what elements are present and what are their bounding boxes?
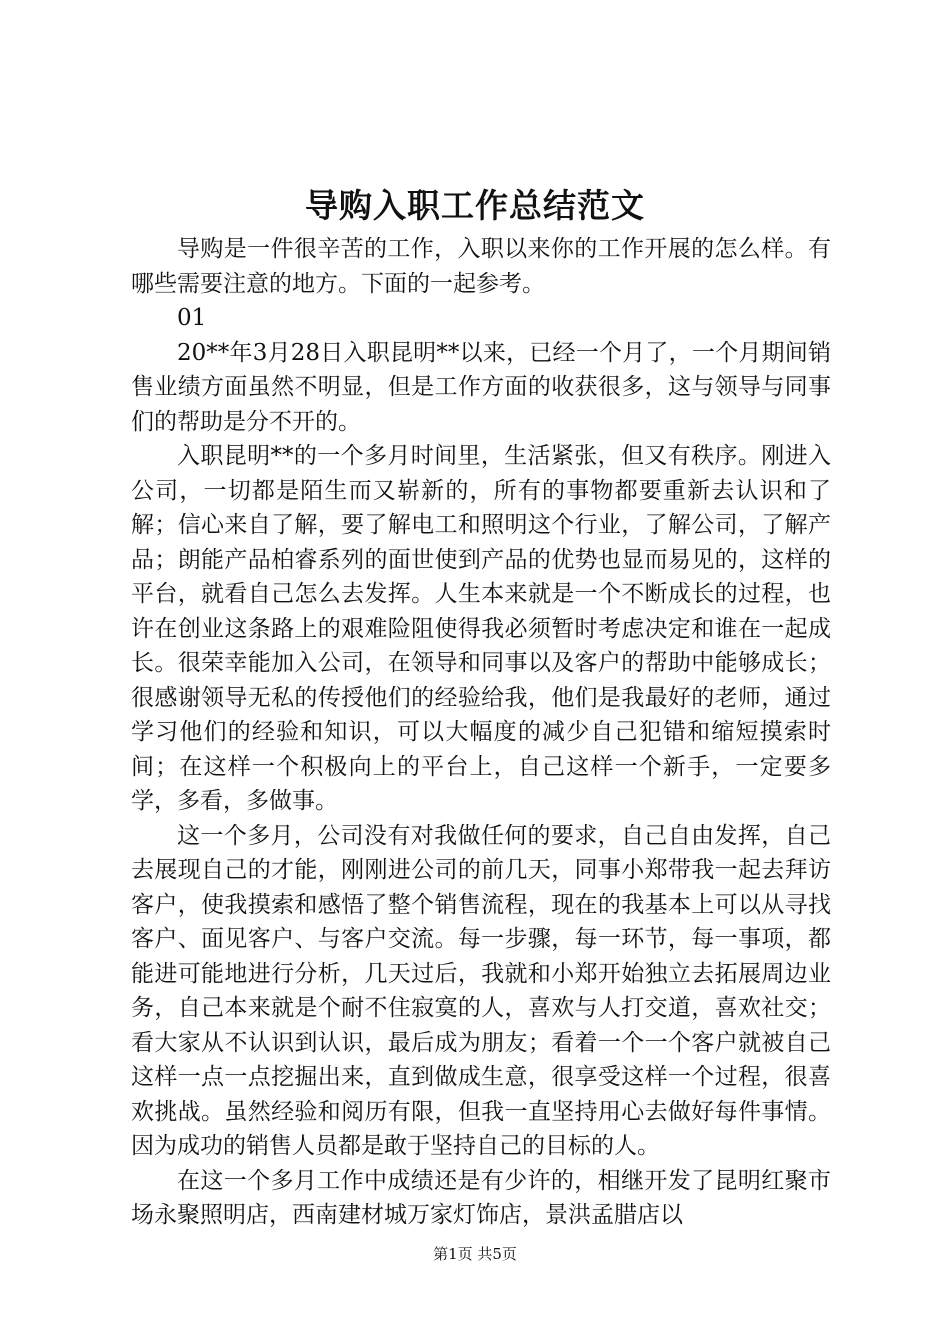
document-title: 导购入职工作总结范文 xyxy=(305,186,645,225)
paragraph-1: 20**年3月28日入职昆明**以来，已经一个月了，一个月期间销售业绩方面虽然不明显，但是工作方面的收获很多，这与领导与同事们的帮助是分不开的。 xyxy=(131,339,831,435)
paragraph-section-number: 01 xyxy=(177,305,207,331)
document-body xyxy=(131,232,831,1233)
page-footer: 第1页 共5页 xyxy=(433,1245,517,1263)
paragraph-4: 在这一个多月工作中成绩还是有少许的，相继开发了昆明红聚市场永聚照明店，西南建材城万家灯饰店，景洪孟腊店以 xyxy=(131,1167,831,1228)
paragraph-2: 入职昆明**的一个多月时间里，生活紧张，但又有秩序。刚进入公司，一切都是陌生而又崭新的，所有的事物都要重新去认识和了解；信心来自了解，要了解电工和照明这个行业，了解公司，了解产品；朗能产品柏睿系列的面世使到产品的优势也显而易见的，这样的平台，就看自己怎么去发挥。人生本来就是一个不断成长的过程，也许在创业这条路上的艰难险阻使得我必须暂时考虑决定和谁在一起成长。很荣幸能加入公司，在领导和同事以及客户的帮助中能够成长；很感谢领导无私的传授他们的经验给我，他们是我最好的老师，通过学习他们的经验和知识，可以大幅度的减少自己犯错和缩短摸索时间；在这样一个积极向上的平台上，自己这样一个新手，一定要多学，多看，多做事。 xyxy=(131,443,831,814)
paragraph-intro: 导购是一件很辛苦的工作，入职以来你的工作开展的怎么样。有哪些需要注意的地方。下面的一起参考。 xyxy=(131,236,831,297)
paragraph-3: 这一个多月，公司没有对我做任何的要求，自己自由发挥，自己去展现自己的才能，刚刚进公司的前几天，同事小郑带我一起去拜访客户，使我摸索和感悟了整个销售流程，现在的我基本上可以从寻找客户、面见客户、与客户交流。每一步骤，每一环节，每一事项，都能进可能地进行分析，几天过后，我就和小郑开始独立去拓展周边业务，自己本来就是个耐不住寂寞的人，喜欢与人打交道，喜欢社交；看大家从不认识到认识，最后成为朋友；看着一个一个客户就被自己这样一点一点挖掘出来，直到做成生意，很享受这样一个过程，很喜欢挑战。虽然经验和阅历有限，但我一直坚持用心去做好每件事情。因为成功的销售人员都是敢于坚持自己的目标的人。 xyxy=(131,822,831,1159)
